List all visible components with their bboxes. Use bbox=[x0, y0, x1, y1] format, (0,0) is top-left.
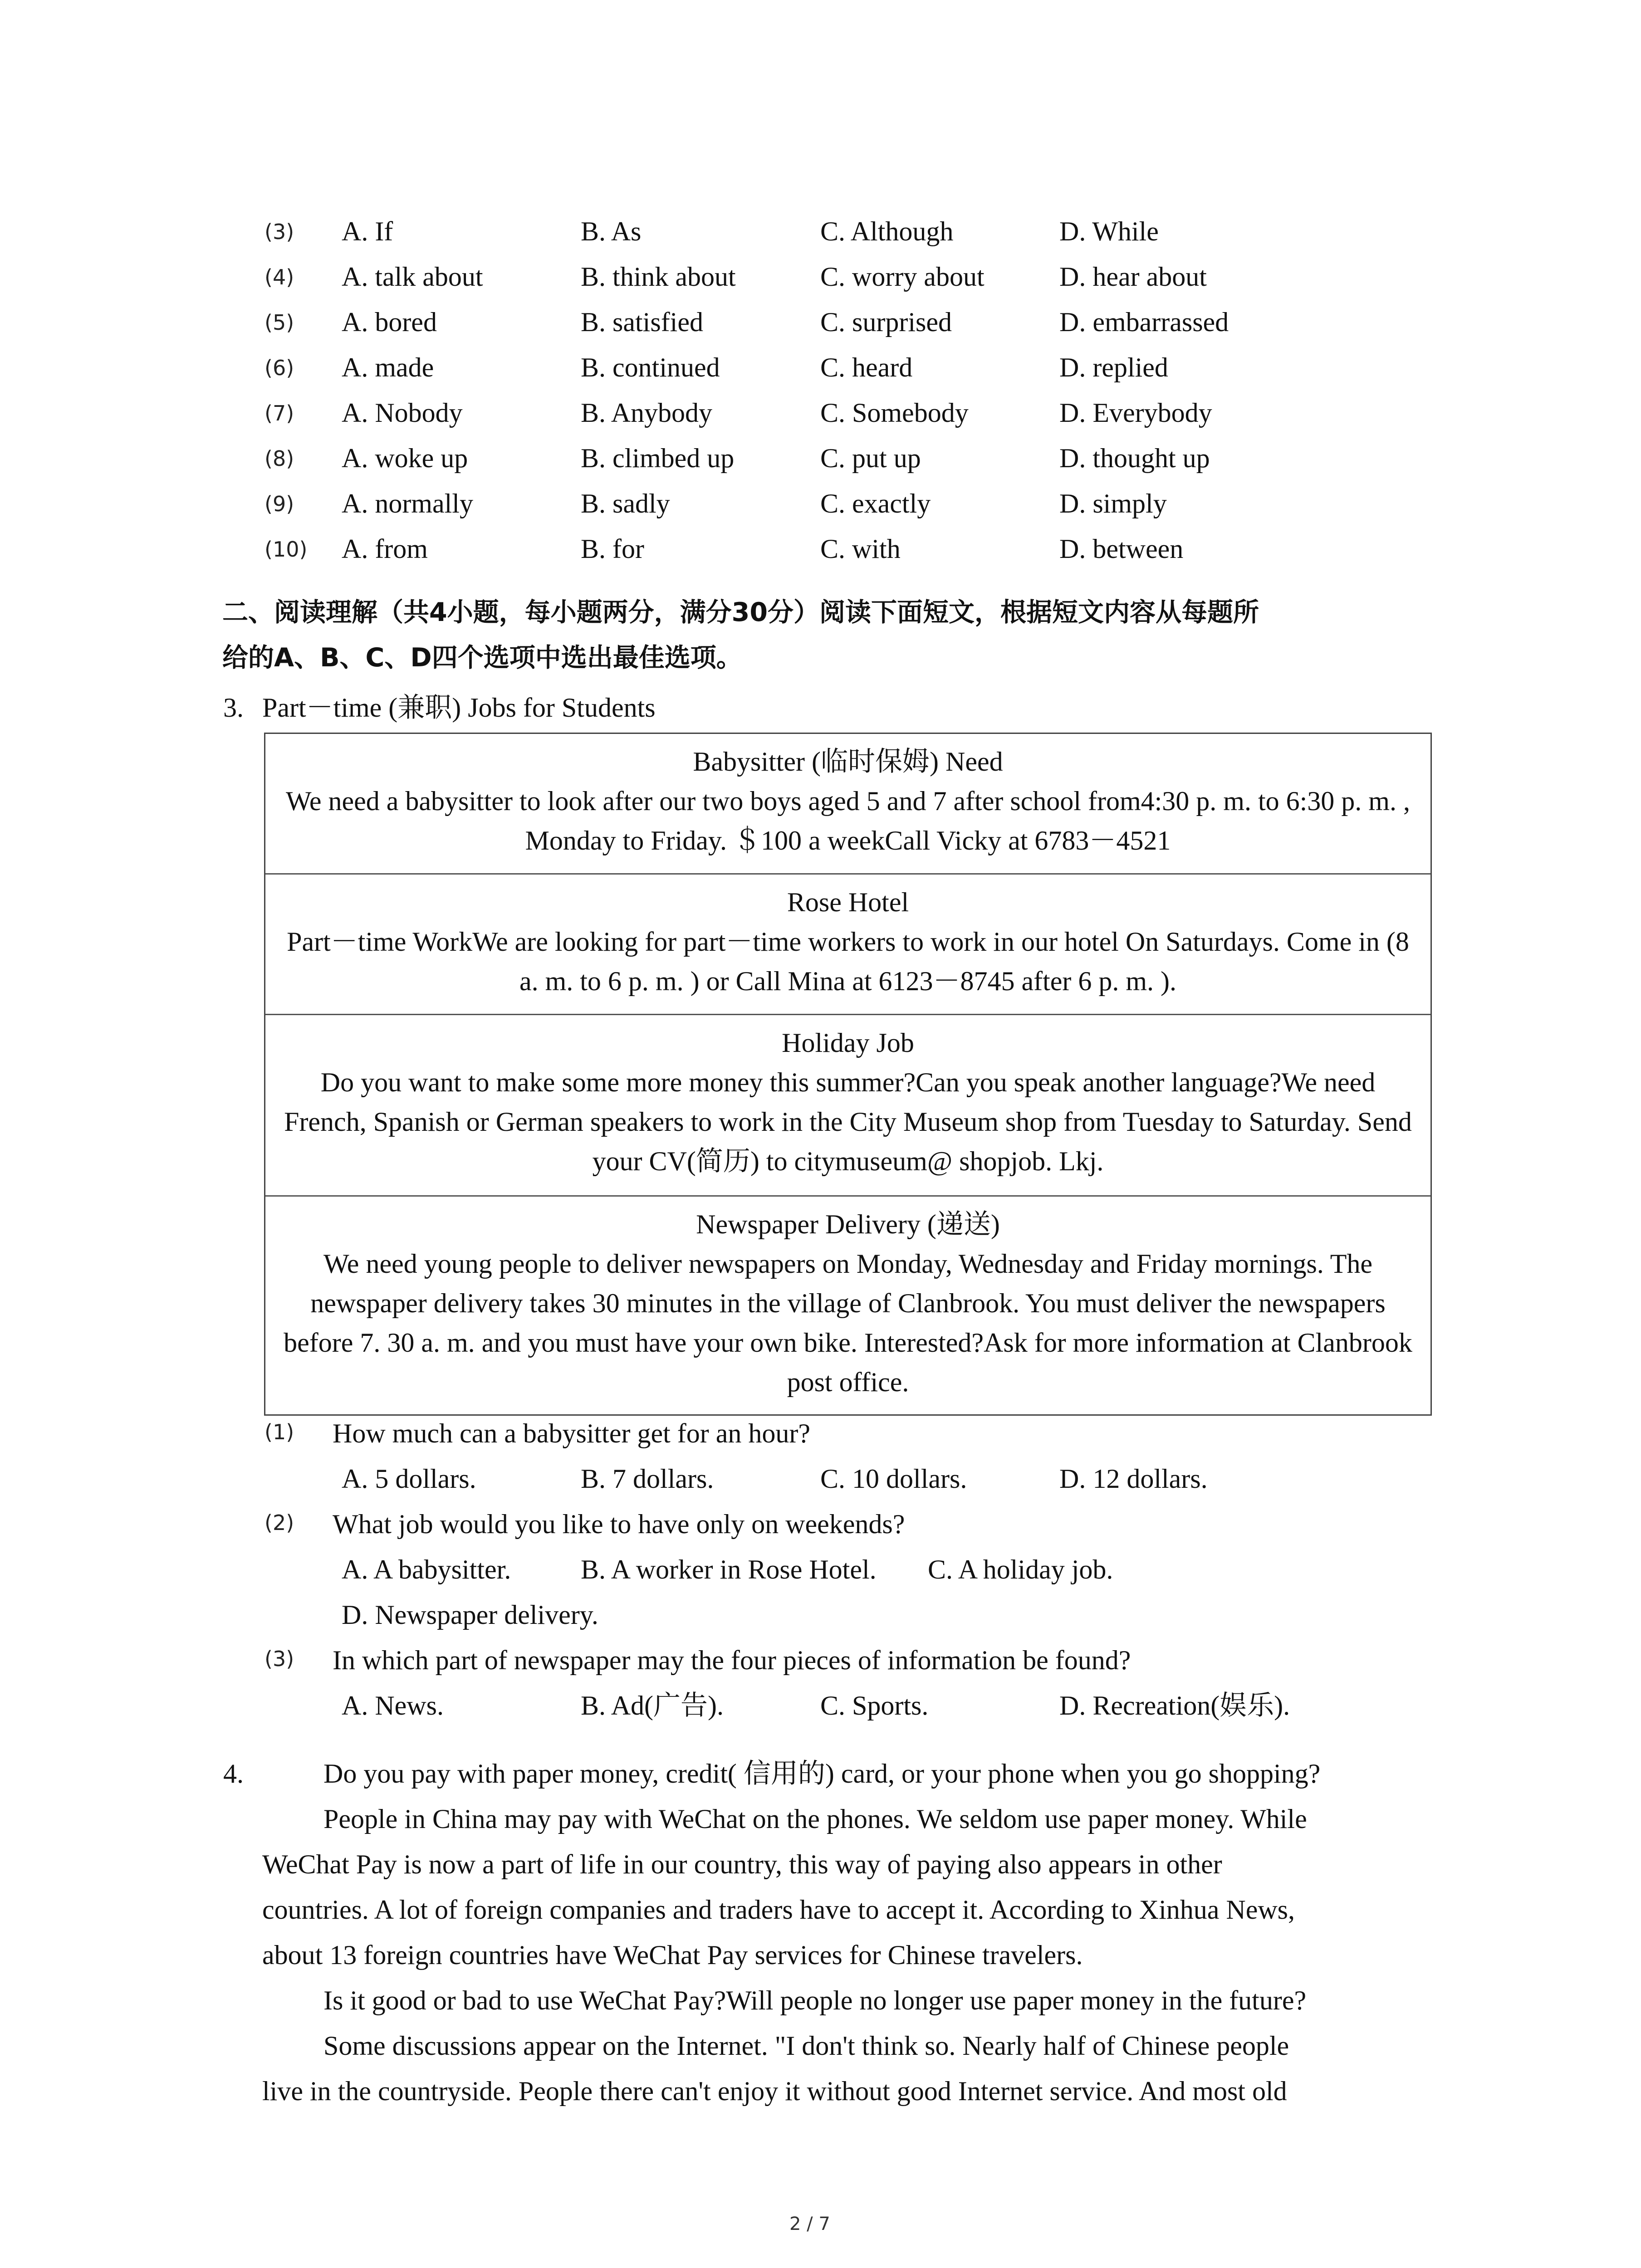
option-a: A. Nobody bbox=[342, 398, 463, 428]
option-c: C. A holiday job. bbox=[928, 1554, 1113, 1584]
question-4-number: 4. bbox=[223, 1759, 244, 1789]
option-a: A. talk about bbox=[342, 262, 483, 292]
sub-question-stem: What job would you like to have only on weekends? bbox=[333, 1509, 905, 1539]
option-a: A. 5 dollars. bbox=[342, 1464, 476, 1494]
option-c: C. Although bbox=[820, 216, 954, 246]
option-b: B. sadly bbox=[581, 489, 670, 518]
passage-line: about 13 foreign countries have WeChat Pay services for Chinese travelers. bbox=[262, 1940, 1083, 1970]
question-number: (9) bbox=[265, 492, 294, 516]
option-d: D. While bbox=[1059, 216, 1159, 246]
ad-babysitter bbox=[265, 734, 1430, 875]
option-d: D. thought up bbox=[1059, 443, 1210, 473]
option-b: B. for bbox=[581, 534, 644, 564]
question-number: (6) bbox=[265, 356, 294, 380]
option-d: D. simply bbox=[1059, 489, 1167, 518]
question-number: (10) bbox=[265, 537, 308, 562]
option-b: B. Ad(广告). bbox=[581, 1691, 724, 1721]
option-b: B. climbed up bbox=[581, 443, 735, 473]
sub-question-stem: In which part of newspaper may the four pieces of information be found? bbox=[333, 1645, 1131, 1675]
option-d: D. replied bbox=[1059, 352, 1168, 382]
ad-rose-hotel bbox=[265, 875, 1430, 1015]
ad-newspaper-delivery bbox=[265, 1197, 1430, 1414]
question-number: (8) bbox=[265, 446, 294, 471]
option-b: B. Anybody bbox=[581, 398, 713, 428]
option-b: B. As bbox=[581, 216, 642, 246]
option-c: C. Sports. bbox=[820, 1691, 929, 1721]
option-a: A. normally bbox=[342, 489, 473, 518]
passage-line: Do you pay with paper money, credit( 信用的) card, or your phone when you go shopping? bbox=[323, 1759, 1321, 1789]
sub-question-stem: How much can a babysitter get for an hour? bbox=[333, 1418, 810, 1448]
option-a: A. bored bbox=[342, 307, 437, 337]
sub-question-number: (3) bbox=[265, 1647, 294, 1671]
ad-body: Do you want to make some more money this summer?Can you speak another language?We need French, Spanish or German speakers to work in the City Museum shop from Tuesday to Saturday. Send your CV(简历) to citymuseum@ shopjob. Lkj. bbox=[284, 1067, 1412, 1176]
ad-body: We need a babysitter to look after our two boys aged 5 and 7 after school from4:30 p. m. to 6:30 p. m. , Monday to Friday. ＄100 a weekCall Vicky at 6783－4521 bbox=[286, 786, 1410, 855]
option-d: D. Recreation(娱乐). bbox=[1059, 1691, 1290, 1721]
option-b: B. 7 dollars. bbox=[581, 1464, 714, 1494]
option-c: C. put up bbox=[820, 443, 921, 473]
option-c: C. with bbox=[820, 534, 901, 564]
option-a: A. from bbox=[342, 534, 428, 564]
sub-question-number: (1) bbox=[265, 1420, 294, 1444]
option-d: D. between bbox=[1059, 534, 1184, 564]
option-c: C. worry about bbox=[820, 262, 985, 292]
section-heading-line2: 给的A、B、C、D四个选项中选出最佳选项。 bbox=[222, 643, 742, 673]
option-a: A. News. bbox=[342, 1691, 444, 1721]
option-a: A. A babysitter. bbox=[342, 1554, 511, 1584]
option-c: C. 10 dollars. bbox=[820, 1464, 967, 1494]
ad-title: Babysitter (临时保姆) Need bbox=[693, 747, 1003, 777]
page-number: 2 / 7 bbox=[789, 2214, 830, 2234]
option-b: B. A worker in Rose Hotel. bbox=[581, 1554, 877, 1584]
question-number: (4) bbox=[265, 265, 294, 289]
passage-line: Is it good or bad to use WeChat Pay?Will people no longer use paper money in the future? bbox=[323, 1985, 1307, 2015]
question-number: (7) bbox=[265, 401, 294, 425]
ad-title: Newspaper Delivery (递送) bbox=[696, 1209, 1000, 1239]
ad-title: Holiday Job bbox=[782, 1028, 914, 1058]
ad-holiday-job bbox=[265, 1015, 1430, 1197]
option-b: B. think about bbox=[581, 262, 736, 292]
ad-body: We need young people to deliver newspapers on Monday, Wednesday and Friday mornings. The newspaper delivery takes 30 minutes in the village of Clanbrook. You must deliver the newspapers before 7. 30 a. m. and you must have your own bike. Interested?Ask for more information at Clanbrook post office. bbox=[284, 1249, 1412, 1397]
ad-title: Rose Hotel bbox=[787, 887, 909, 917]
ads-table bbox=[264, 733, 1432, 1416]
question-number: (5) bbox=[265, 310, 294, 335]
ad-body: Part－time WorkWe are looking for part－time workers to work in our hotel On Saturdays. Come in (8 a. m. to 6 p. m. ) or Call Mina at 6123－8745 after 6 p. m. ). bbox=[287, 927, 1409, 996]
option-c: C. surprised bbox=[820, 307, 952, 337]
option-d: D. Newspaper delivery. bbox=[342, 1600, 598, 1630]
option-b: B. satisfied bbox=[581, 307, 703, 337]
question-number: (3) bbox=[265, 220, 294, 244]
option-a: A. made bbox=[342, 352, 434, 382]
passage-line: People in China may pay with WeChat on the phones. We seldom use paper money. While bbox=[323, 1804, 1307, 1834]
passage-line: live in the countryside. People there can't enjoy it without good Internet service. And most old bbox=[262, 2076, 1287, 2106]
passage-line: countries. A lot of foreign companies and traders have to accept it. According to Xinhua News, bbox=[262, 1895, 1295, 1925]
option-a: A. woke up bbox=[342, 443, 468, 473]
section-heading-line1: 二、阅读理解（共4小题，每小题两分，满分30分）阅读下面短文，根据短文内容从每题所 bbox=[222, 597, 1259, 627]
sub-question-number: (2) bbox=[265, 1510, 294, 1535]
option-c: C. exactly bbox=[820, 489, 931, 518]
question-3-number: 3. bbox=[223, 693, 244, 723]
option-d: D. 12 dollars. bbox=[1059, 1464, 1208, 1494]
option-c: C. heard bbox=[820, 352, 913, 382]
option-d: D. hear about bbox=[1059, 262, 1207, 292]
question-3-title: Part－time (兼职) Jobs for Students bbox=[262, 693, 656, 723]
option-d: D. embarrassed bbox=[1059, 307, 1229, 337]
option-c: C. Somebody bbox=[820, 398, 969, 428]
option-b: B. continued bbox=[581, 352, 720, 382]
option-d: D. Everybody bbox=[1059, 398, 1212, 428]
passage-line: WeChat Pay is now a part of life in our country, this way of paying also appears in other bbox=[262, 1849, 1222, 1879]
passage-line: Some discussions appear on the Internet. "I don't think so. Nearly half of Chinese people bbox=[323, 2031, 1289, 2061]
option-a: A. If bbox=[342, 216, 393, 246]
